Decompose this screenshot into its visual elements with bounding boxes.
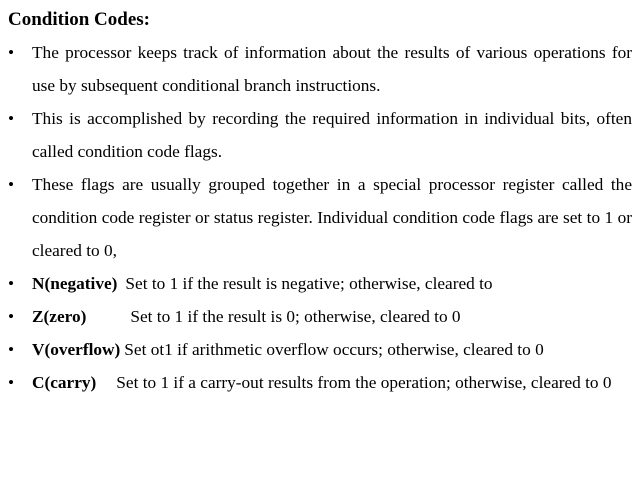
- bullet-item: [8, 168, 632, 267]
- slide-heading: Condition Codes:: [8, 9, 150, 30]
- bullet-text: These flags are usually grouped together in a special processor register called the condition code register or status register. Individual condition code flags are set to 1 or cleared to 0,: [32, 175, 632, 260]
- bullet-text: The processor keeps track of information about the results of various operations for use by subsequent conditional branch instructions.: [32, 43, 632, 95]
- bullet-icon: •: [8, 373, 15, 392]
- flag-description: Set to 1 if the result is negative; otherwise, cleared to: [125, 274, 493, 293]
- flag-item-overflow: [8, 333, 632, 366]
- bullet-item: [8, 102, 632, 168]
- bullet-icon: •: [8, 340, 15, 359]
- flag-item-negative: [8, 267, 632, 300]
- flag-term: C(carry): [32, 373, 97, 392]
- flag-item-carry: [8, 366, 632, 399]
- bullet-item: [8, 36, 632, 102]
- flag-term: Z(zero): [32, 307, 87, 326]
- bullet-text: This is accomplished by recording the required information in individual bits, often called condition code flags.: [32, 109, 632, 161]
- bullet-icon: •: [8, 175, 15, 194]
- bullet-icon: •: [8, 43, 15, 62]
- flag-description: Set to 1 if a carry-out results from the operation; otherwise, cleared to 0: [116, 373, 612, 392]
- flag-description: Set ot1 if arithmetic overflow occurs; otherwise, cleared to 0: [124, 340, 544, 359]
- flag-term: N(negative): [32, 274, 118, 293]
- flag-term: V(overflow): [32, 340, 121, 359]
- bullet-list: [8, 36, 632, 399]
- flag-description: Set to 1 if the result is 0; otherwise, cleared to 0: [130, 307, 461, 326]
- bullet-icon: •: [8, 274, 15, 293]
- bullet-icon: •: [8, 109, 15, 128]
- bullet-icon: •: [8, 307, 15, 326]
- flag-item-zero: [8, 300, 632, 333]
